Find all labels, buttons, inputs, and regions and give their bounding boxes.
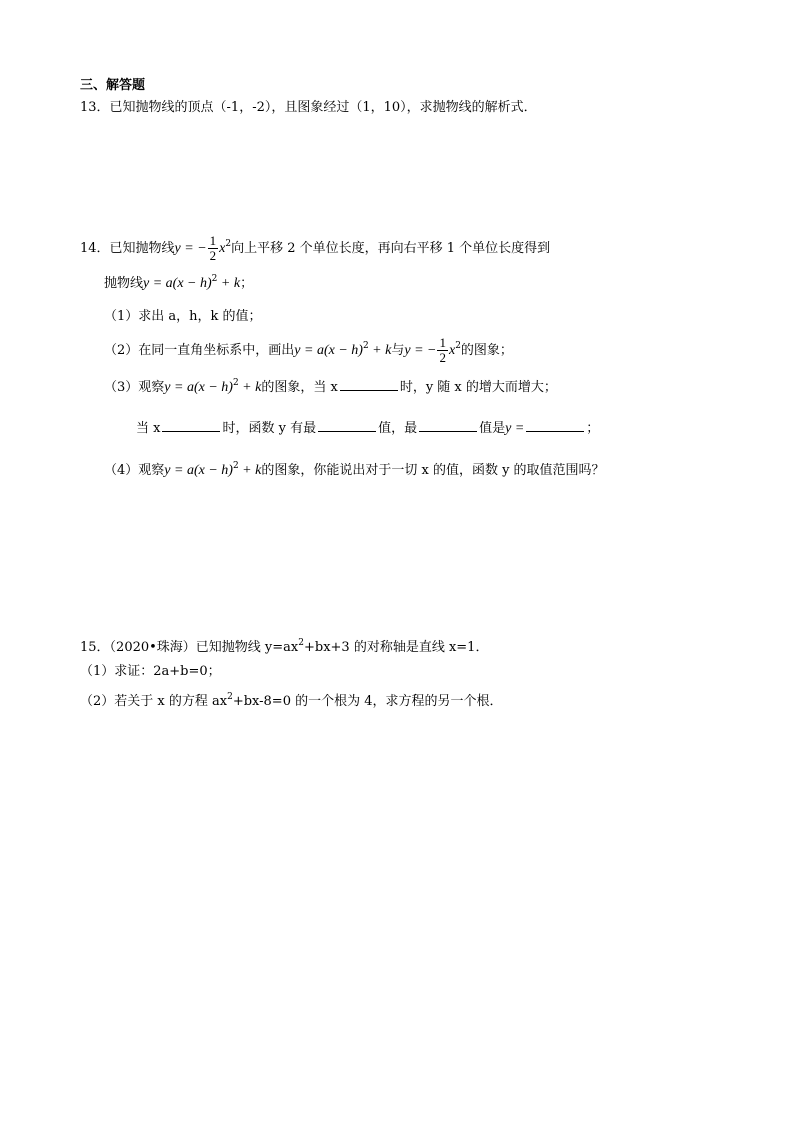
- q14-p2-fraction: $\frac{1}{2}$: [439, 335, 446, 365]
- q14-exp: 2: [225, 239, 232, 249]
- question-15-line-1: 15．（2020•珠海）已知抛物线 $y=ax^2+bx+3$ 的对称轴是直线 x=1．: [80, 638, 489, 655]
- q14-fraction: $\frac{1}{2}$: [209, 233, 217, 263]
- vertex-form: y = a(x − h): [143, 276, 212, 291]
- q14-prefix: 14．已知抛物线: [80, 241, 175, 256]
- answer-blank[interactable]: [318, 419, 376, 432]
- q14-x: x: [219, 241, 226, 256]
- q15-part-1: （1）求证：2a+b=0；: [80, 664, 221, 679]
- section-title: 三、解答题: [80, 78, 146, 93]
- question-14-line-1: [80, 234, 550, 263]
- question-13: 13．已知抛物线的顶点（-1，-2），且图象经过（1，10），求抛物线的解析式．: [80, 100, 537, 115]
- answer-blank[interactable]: [340, 378, 398, 391]
- q15-part-2: （2）若关于 x 的方程 $ax^2+bx-8=0$ 的一个根为 4，求方程的另一个根．: [80, 692, 503, 709]
- answer-blank[interactable]: [526, 419, 584, 432]
- answer-blank[interactable]: [419, 419, 477, 432]
- q14-y-eq: y = −: [174, 241, 207, 256]
- q14-part-4: （4）观察$y = a(x - h)^2 + k$的图象，你能说出对于一切 x 的值，函数 y 的取值范围吗？: [104, 461, 605, 478]
- answer-blank[interactable]: [162, 419, 220, 432]
- q14-part-2: （2）在同一直角坐标系中，画出$y = a(x - h)^2 + k$与y = − $\frac{1}{2}$ $x^2$的图象；: [104, 335, 513, 365]
- q14-part-3b: 当 x 时，函数 y 有最 值，最 值是y = ；: [136, 421, 600, 436]
- q14-part-1: （1）求出 a，h，k 的值；: [104, 309, 262, 324]
- q14-part-3: （3）观察$y = a(x - h)^2 + k$的图象，当 x 时，y 随 x 的增大而增大；: [104, 378, 557, 395]
- question-14-line-2: 抛物线$y = a(x - h)^2 + k$；: [104, 274, 254, 291]
- q14-suffix: 向上平移 2 个单位长度，再向右平移 1 个单位长度得到: [231, 241, 551, 256]
